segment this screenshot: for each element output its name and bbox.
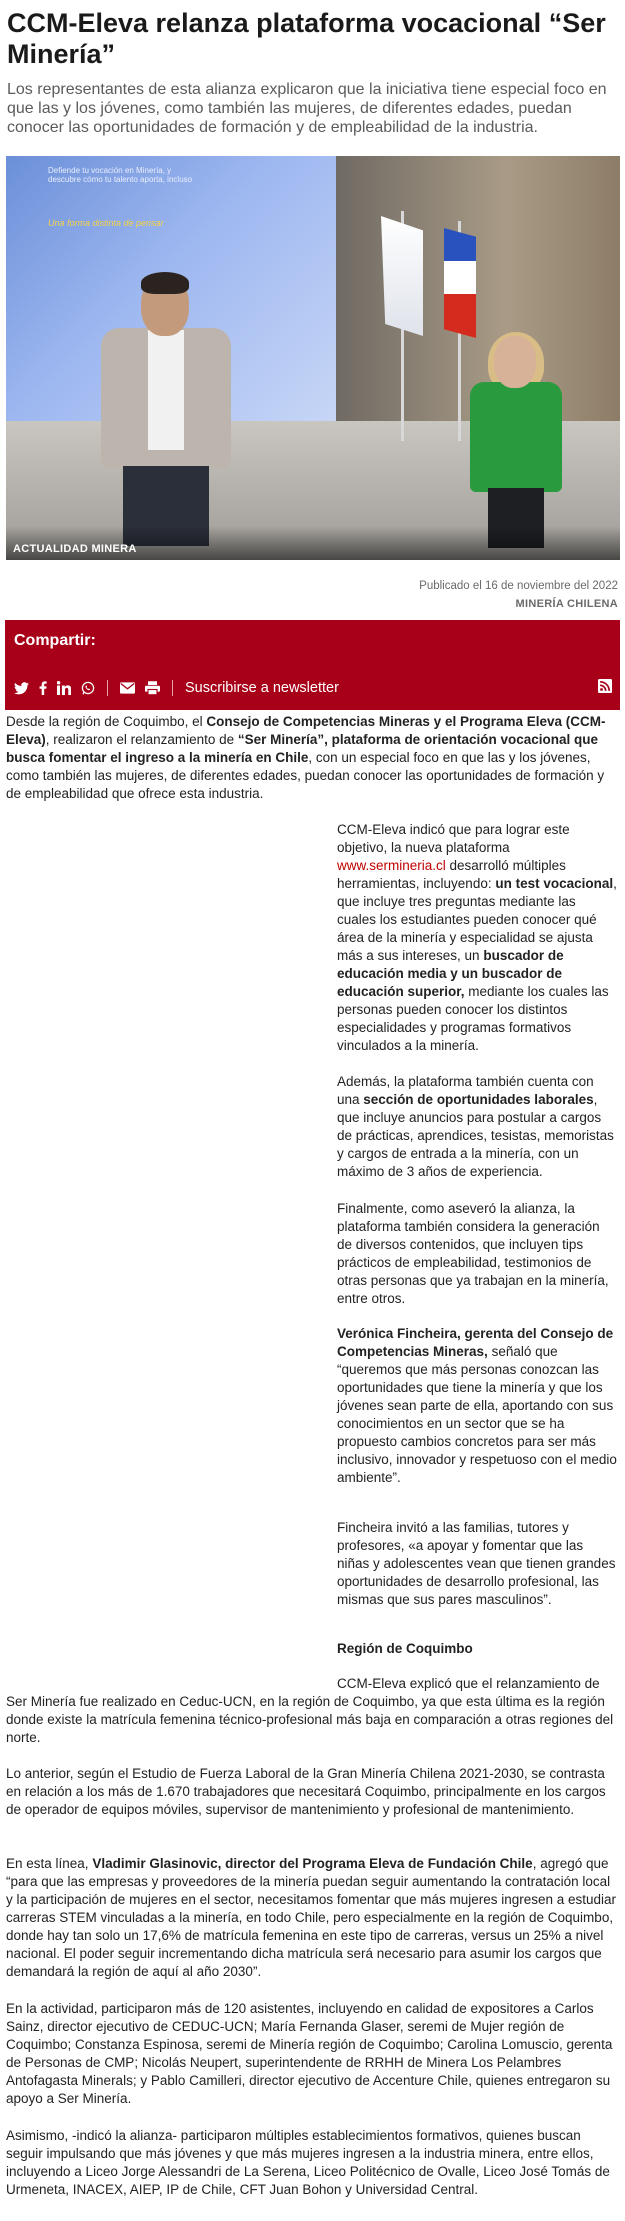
- chile-flag: [444, 228, 476, 338]
- paragraph-attendees: En la actividad, participaron más de 120 asistentes, incluyendo en calidad de expositores a Carlos Sainz, director ejecutivo de CEDUC-UCN; María Fernanda Glaser, seremi de Mujer región de Coquimbo; Constanza Espinosa, seremi de Minería región de Coquimbo; Carolina Lomuscio, gerenta de Personas de CMP; Nicolás Neupert, superintendente de RRHH de Minera Los Pelambres Antofagasta Minerals; y Pablo Camilleri, director ejecutivo de Accenture Chile, quienes entregaron su apoyo a Ser Minería.: [6, 2001, 613, 2106]
- email-icon[interactable]: [120, 679, 135, 697]
- paragraph-tools: CCM-Eleva indicó que para lograr este objetivo, la nueva plataforma www.sermineria.cl desarrolló múltiples herramientas, incluyendo: un test vocacional, que incluye tres preguntas mediante las cuales los estudiantes pueden conocer qué área de la minería y especialidad se ajusta más a sus intereses, un buscador de educación media y un buscador de educación superior, mediante los cuales las personas pueden conocer los distintos especialidades y programas formativos vinculados a la minería.: [337, 822, 617, 1053]
- print-icon[interactable]: [145, 679, 160, 697]
- sermineria-link[interactable]: www.sermineria.cl: [337, 858, 446, 873]
- article-subtitle: Los representantes de esta alianza explicaron que la iniciativa tiene especial foco en que las y los jóvenes, como también las mujeres, de diferentes edades, puedan conocer las oportunidades de formación y de empleabilidad de la industria.: [7, 81, 607, 136]
- image-caption-bar: [6, 526, 620, 560]
- twitter-icon[interactable]: [14, 679, 29, 697]
- paragraph-region: Ser Minería fue realizado en Ceduc-UCN, en la región de Coquimbo, ya que esta última es la región donde existe la matrícula femenina técnico-profesional más baja en comparación a otras regiones del norte.: [6, 1694, 614, 1745]
- article-source: MINERÍA CHILENA: [515, 598, 618, 610]
- intro-paragraph: Desde la región de Coquimbo, el Consejo de Competencias Mineras y el Programa Eleva (CCM-Eleva), realizaron el relanzamiento de “Ser Minería”, plataforma de orientación vocacional que busca fomentar el ingreso a la minería en Chile, con un especial foco en que las y los jóvenes, como también las mujeres, de diferentes edades, puedan conocer las oportunidades de formación y de empleabilidad que ofrece esta industria.: [6, 714, 606, 801]
- paragraph-fincheira-quote: Verónica Fincheira, gerenta del Consejo de Competencias Mineras, señaló que “queremos que más personas conozcan las oportunidades que tiene la minería y que los jóvenes sean parte de ella, aportando con sus conocimientos en un sector que se ha propuesto cambios concretos para ser más inclusivo, innovador y respetuoso con el medio ambiente”.: [337, 1326, 617, 1485]
- share-divider: [107, 680, 108, 696]
- share-label: Compartir:: [14, 632, 96, 649]
- speaker-man: [101, 276, 231, 516]
- hero-photo: [6, 156, 620, 560]
- whatsapp-icon[interactable]: [81, 679, 95, 697]
- screen-em-text: Una forma distinta de pensar: [48, 218, 164, 228]
- rss-icon[interactable]: [598, 679, 612, 698]
- linkedin-icon[interactable]: [57, 679, 71, 697]
- publish-date: Publicado el 16 de noviembre del 2022: [419, 580, 618, 592]
- image-caption: ACTUALIDAD MINERA: [13, 543, 137, 555]
- paragraph-workforce: Lo anterior, según el Estudio de Fuerza Laboral de la Gran Minería Chilena 2021-2030, se contrasta en relación a los más de 1.670 trabajadores que necesitará Coquimbo, principalmente en los cargos de operador de equipos móviles, supervisor de mantenimiento y profesional de mantenimiento.: [6, 1766, 606, 1817]
- paragraph-contents: Finalmente, como aseveró la alianza, la plataforma también considera la generación de diversos contenidos, que incluyen tips prácticos de empleabilidad, testimonios de otras personas que ya trabajan en la minería, entre otros.: [337, 1201, 609, 1306]
- paragraph-region-first-line: CCM-Eleva explicó que el relanzamiento de: [337, 1676, 600, 1691]
- newsletter-link[interactable]: Suscribirse a newsletter: [185, 680, 339, 696]
- speaker-woman: [466, 336, 566, 546]
- institution-flag: [381, 216, 423, 336]
- paragraph-opportunities: Además, la plataforma también cuenta con una sección de oportunidades laborales, que incluye anuncios para postular a cargos de prácticas, aprendices, tesistas, memoristas y cargos de entrada a la minería, con un máximo de 3 años de experiencia.: [337, 1074, 614, 1179]
- share-divider: [172, 680, 173, 696]
- article-title: CCM-Eleva relanza plataforma vocacional “Ser Minería”: [7, 8, 606, 69]
- screen-text: Defiende tu vocación en Minería, y descubre cómo tu talento aporta, incluso: [48, 166, 193, 184]
- share-bar: [5, 620, 620, 710]
- section-heading-coquimbo: Región de Coquimbo: [337, 1641, 473, 1656]
- share-icons: [14, 678, 339, 698]
- facebook-icon[interactable]: [39, 679, 47, 697]
- paragraph-glasinovic: En esta línea, Vladimir Glasinovic, director del Programa Eleva de Fundación Chile, agregó que “para que las empresas y proveedores de la minería puedan seguir aumentando la contratación local y la participación de mujeres en el sector, necesitamos fomentar que más mujeres ingresen a estudiar carreras STEM vinculadas a la minería, en todo Chile, pero especialmente en la región de Coquimbo, donde hay tan solo un 17,6% de matrícula femenina en este tipo de carreras, versus un 25% a nivel nacional. El poder seguir incrementando dicha matrícula será necesario para asumir los cargos que demandará la región de aquí al año 2030”.: [6, 1856, 617, 1979]
- paragraph-institutions: Asimismo, -indicó la alianza- participaron múltiples establecimientos formativos, quienes buscan seguir impulsando que más jóvenes y que más mujeres ingresen a la industria minera, entre ellos, incluyendo a Liceo Jorge Alessandri de La Serena, Liceo Politécnico de Ovalle, Liceo José Tomás de Urmeneta, INACEX, AIEP, IP de Chile, CFT Juan Bohon y Universidad Central.: [6, 2128, 610, 2197]
- paragraph-fincheira-invite: Fincheira invitó a las familias, tutores y profesores, «a apoyar y fomentar que las niñas y adolescentes vean que tienen grandes oportunidades de desarrollo profesional, las mismas que sus pares masculinos”.: [337, 1520, 616, 1607]
